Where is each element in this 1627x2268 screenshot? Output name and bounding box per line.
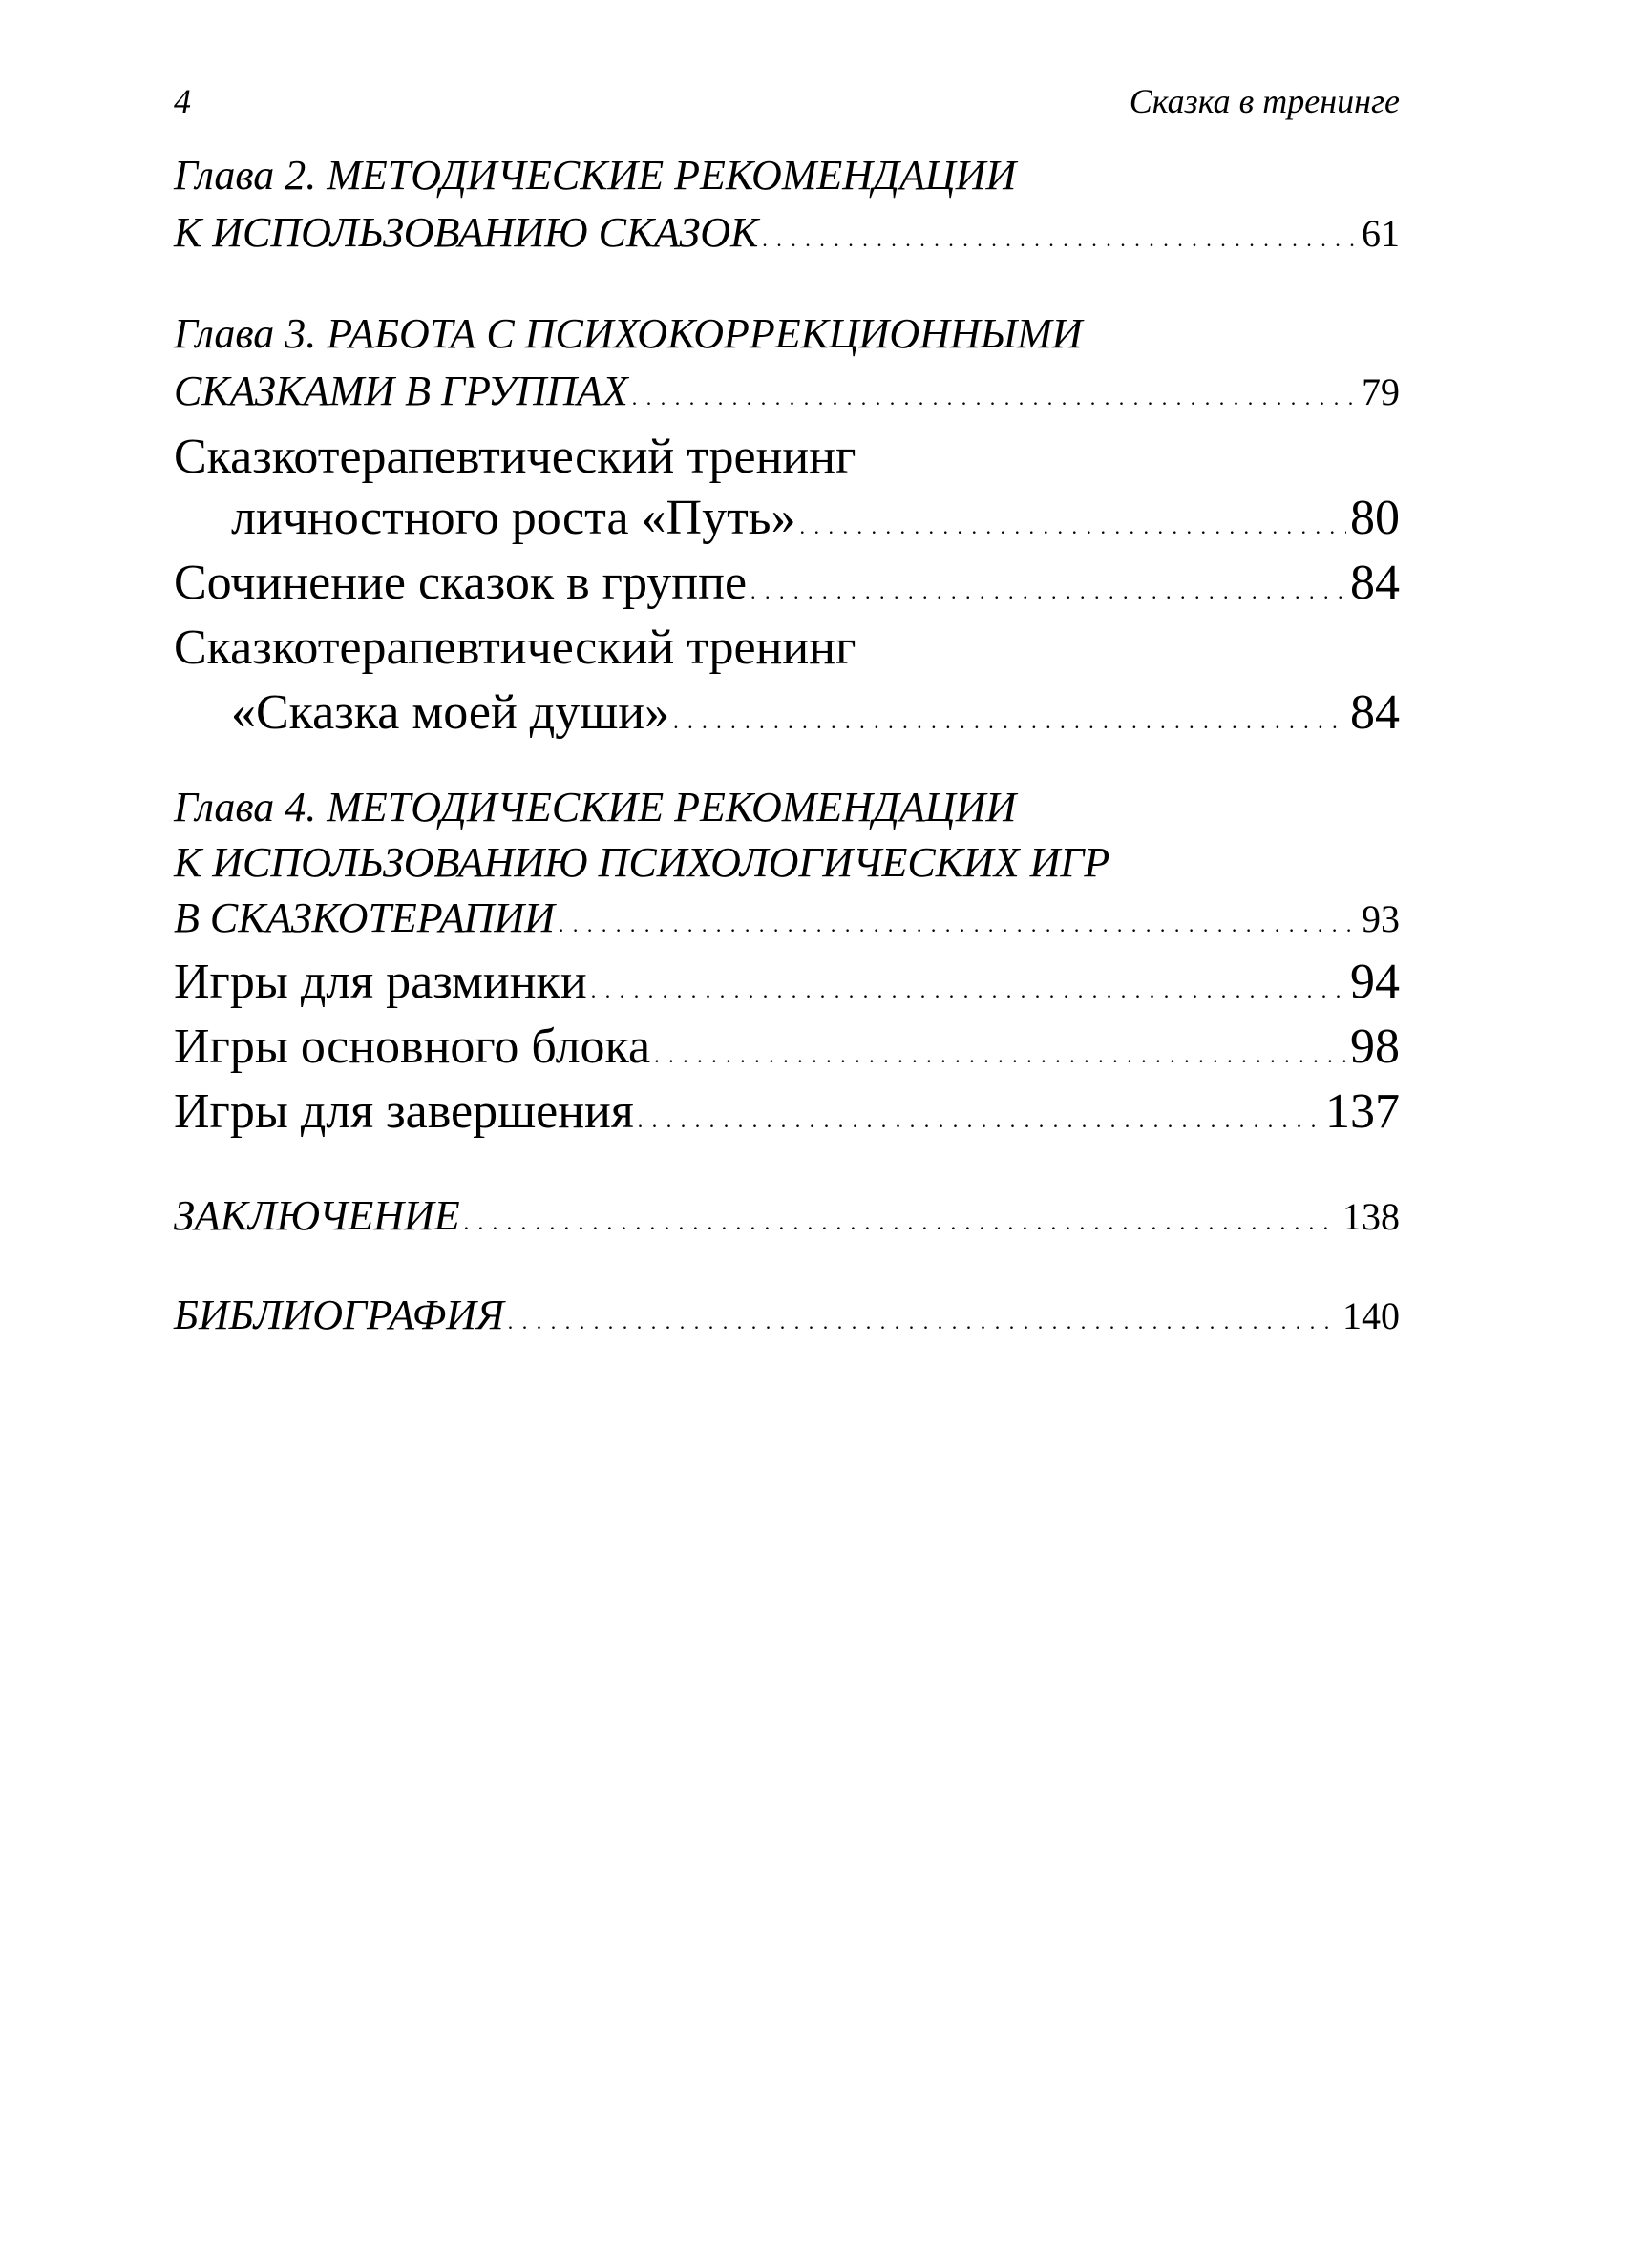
dot-leader <box>464 1189 1339 1250</box>
dot-leader <box>591 953 1346 1020</box>
dot-leader <box>762 206 1358 266</box>
toc-entry-text: К ИСПОЛЬЗОВАНИЮ ПСИХОЛОГИЧЕСКИХ ИГР <box>174 839 1110 886</box>
toc-entry-text: СКАЗКАМИ В ГРУППАХ <box>174 368 628 414</box>
toc-entry-g2[interactable] <box>174 1018 1400 1077</box>
toc-entry-text: Сказкотерапевтический тренинг <box>174 620 856 675</box>
toc-entry-ch3[interactable] <box>174 365 1400 418</box>
toc-entry-text: Глава 2. МЕТОДИЧЕСКИЕ РЕКОМЕНДАЦИИ <box>174 152 1017 199</box>
dot-leader <box>508 1289 1339 1349</box>
toc-page-number: 79 <box>1362 370 1400 413</box>
toc-page-number: 84 <box>1350 685 1400 740</box>
toc-page-number: 98 <box>1350 1019 1400 1074</box>
toc-entry-text: личностного роста «Путь» <box>231 491 796 545</box>
toc-page-number: 138 <box>1342 1195 1400 1238</box>
toc-page-number: 84 <box>1350 556 1400 610</box>
toc-page-number: 137 <box>1325 1084 1400 1139</box>
toc-entry-text: Глава 3. РАБОТА С ПСИХОКОРРЕКЦИОННЫМИ <box>174 310 1083 357</box>
dot-leader <box>654 1018 1346 1085</box>
toc-entry-text: Игры основного блока <box>174 1019 651 1074</box>
toc-page-number: 94 <box>1350 955 1400 1009</box>
toc-entry-text: К ИСПОЛЬЗОВАНИЮ СКАЗОК <box>174 209 759 256</box>
toc-entry-ch4-line2 <box>174 836 1281 890</box>
toc-entry-s1-line1 <box>174 428 1400 487</box>
toc-page-number: 61 <box>1362 212 1400 255</box>
dot-leader <box>673 683 1346 751</box>
toc-entry-text: Глава 4. МЕТОДИЧЕСКИЕ РЕКОМЕНДАЦИИ <box>174 784 1017 830</box>
toc-entry-text: В СКАЗКОТЕРАПИИ <box>174 894 555 941</box>
running-title: Сказка в тренинге <box>1129 82 1400 120</box>
toc-entry-ch4[interactable] <box>174 892 1400 945</box>
page-number: 4 <box>174 82 191 120</box>
toc-entry-ch2[interactable] <box>174 206 1400 260</box>
toc-entry-text: БИБЛИОГРАФИЯ <box>174 1292 504 1338</box>
dot-leader <box>750 554 1346 621</box>
toc-entry-s3[interactable] <box>231 683 1400 743</box>
toc-entry-text: «Сказка моей души» <box>231 685 670 740</box>
toc-entry-ch3-line1 <box>174 307 1253 361</box>
toc-entry-text: Игры для разминки <box>174 955 587 1009</box>
toc-entry-bibliography[interactable] <box>174 1289 1400 1342</box>
toc-entry-g1[interactable] <box>174 953 1400 1012</box>
toc-entry-text: ЗАКЛЮЧЕНИЕ <box>174 1192 460 1239</box>
toc-entry-g3[interactable] <box>174 1082 1400 1142</box>
toc-entry-s2[interactable] <box>174 554 1400 613</box>
toc-entry-text: Игры для завершения <box>174 1084 634 1139</box>
toc-entry-ch4-line1 <box>174 781 1171 834</box>
dot-leader <box>632 365 1358 425</box>
toc-page-number: 140 <box>1342 1294 1400 1337</box>
toc-page-number: 93 <box>1362 897 1400 940</box>
toc-entry-text: Сказкотерапевтический тренинг <box>174 430 856 484</box>
dot-leader <box>800 489 1346 556</box>
toc-entry-s3-line1 <box>174 619 1400 678</box>
dot-leader <box>559 892 1358 952</box>
toc-entry-conclusion[interactable] <box>174 1189 1400 1243</box>
dot-leader <box>638 1082 1321 1150</box>
toc-page-number: 80 <box>1350 491 1400 545</box>
toc-entry-ch2-line1 <box>174 149 1171 202</box>
running-header <box>174 80 1400 122</box>
toc-entry-text: Сочинение сказок в группе <box>174 556 748 610</box>
toc-entry-s1[interactable] <box>231 489 1400 548</box>
